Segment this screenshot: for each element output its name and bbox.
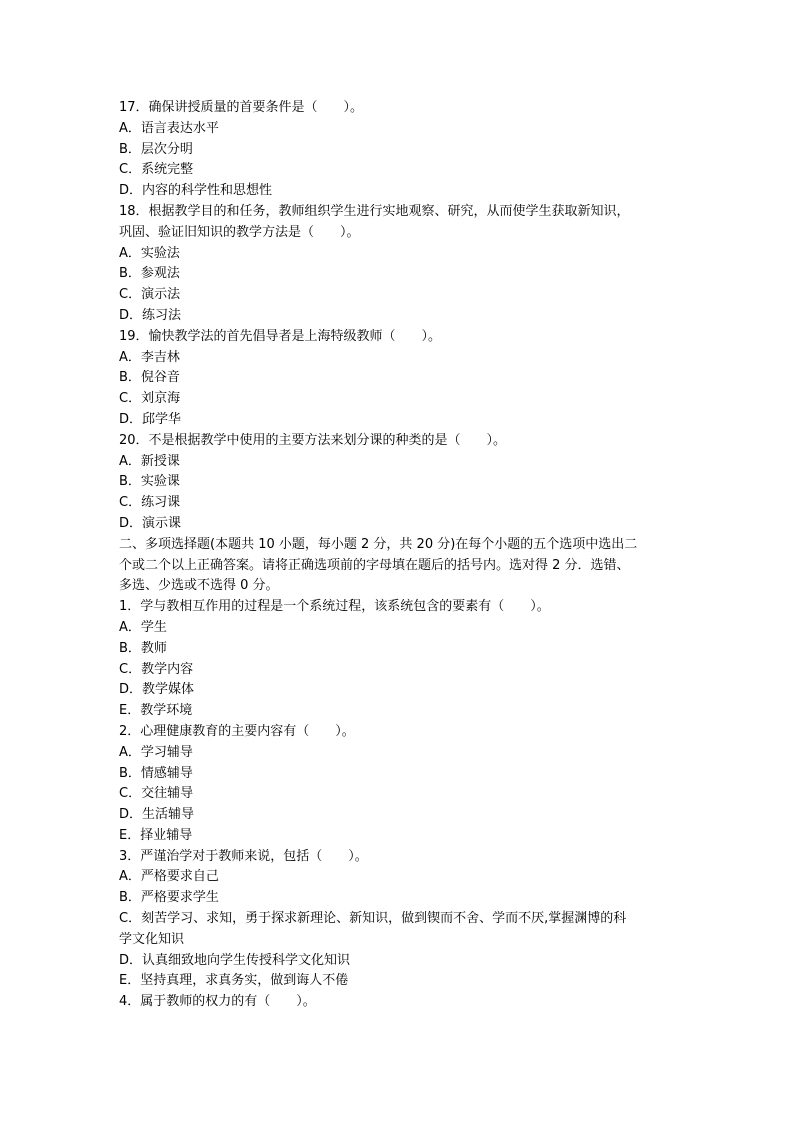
- mc-question-3-option-c-line-2: 学文化知识: [119, 931, 185, 947]
- mc-question-3-option-c-line-1: C．刻苦学习、求知，勇于探求新理论、新知识，做到锲而不舍、学而不厌,掌握渊博的科: [119, 911, 627, 927]
- mc-question-1-option-e: E．教学环境: [119, 703, 193, 719]
- section-2-instructions-line-2: 个或二个以上正确答案。请将正确选项前的字母填在题后的括号内。选对得 2 分．选错、: [119, 557, 630, 573]
- question-19-stem: 19．愉快教学法的首先倡导者是上海特级教师（ ）。: [119, 328, 442, 344]
- question-19-option-b: B．倪谷音: [119, 370, 180, 386]
- question-19-option-a: A．李吉林: [119, 349, 180, 365]
- question-17-option-c: C．系统完整: [119, 162, 194, 178]
- question-17-option-b: B．层次分明: [119, 141, 193, 157]
- question-18-option-c: C．演示法: [119, 287, 181, 303]
- mc-question-3-option-a: A．严格要求自己: [119, 869, 219, 885]
- question-17-option-a: A．语言表达水平: [119, 120, 219, 136]
- mc-question-1-option-c: C．教学内容: [119, 661, 194, 677]
- mc-question-3-stem: 3．严谨治学对于教师来说，包括（ ）。: [119, 848, 368, 864]
- question-18-stem-line-2: 巩固、验证旧知识的教学方法是（ ）。: [119, 224, 360, 240]
- question-20-option-c: C．练习课: [119, 495, 181, 511]
- question-17-stem: 17．确保讲授质量的首要条件是（ ）。: [119, 100, 364, 115]
- question-20-option-d: D．演示课: [119, 515, 182, 531]
- mc-question-3-option-e: E．坚持真理，求真务实，做到诲人不倦: [119, 973, 349, 989]
- mc-question-1-option-a: A．学生: [119, 619, 167, 635]
- mc-question-1-option-d: D．教学媒体: [119, 682, 195, 698]
- question-18-option-b: B．参观法: [119, 266, 180, 282]
- question-19-option-c: C．刘京海: [119, 391, 181, 407]
- section-2-instructions-line-3: 多选、少选或不选得 0 分。: [119, 578, 279, 594]
- mc-question-4-stem: 4．属于教师的权力的有（ ）。: [119, 994, 316, 1010]
- question-20-option-a: A．新授课: [119, 453, 180, 469]
- mc-question-1-option-b: B．教师: [119, 640, 167, 656]
- question-20-stem: 20．不是根据教学中使用的主要方法来划分课的种类的是（ ）。: [119, 432, 507, 448]
- mc-question-3-option-b: B．严格要求学生: [119, 890, 219, 906]
- mc-question-2-option-b: B．情感辅导: [119, 765, 193, 781]
- question-18-option-a: A．实验法: [119, 245, 180, 261]
- mc-question-2-option-e: E．择业辅导: [119, 827, 193, 843]
- document-page: [119, 98, 679, 1013]
- mc-question-2-option-c: C．交往辅导: [119, 786, 194, 802]
- mc-question-1-stem: 1．学与教相互作用的过程是一个系统过程，该系统包含的要素有（ ）。: [119, 599, 550, 615]
- question-18-option-d: D．练习法: [119, 307, 182, 323]
- question-20-option-b: B．实验课: [119, 474, 180, 490]
- question-19-option-d: D．邱学华: [119, 411, 182, 427]
- mc-question-2-option-d: D．生活辅导: [119, 807, 195, 823]
- question-18-stem-line-1: 18．根据教学目的和任务，教师组织学生进行实地观察、研究，从而使学生获取新知识，: [119, 203, 630, 219]
- section-2-instructions-line-1: 二、多项选择题(本题共 10 小题，每小题 2 分，共 20 分)在每个小题的五个选项中选出二: [119, 536, 638, 552]
- question-17-option-d: D．内容的科学性和思想性: [119, 183, 273, 199]
- mc-question-2-option-a: A．学习辅导: [119, 744, 193, 760]
- mc-question-3-option-d: D．认真细致地向学生传授科学文化知识: [119, 952, 351, 968]
- mc-question-2-stem: 2．心理健康教育的主要内容有（ ）。: [119, 723, 355, 739]
